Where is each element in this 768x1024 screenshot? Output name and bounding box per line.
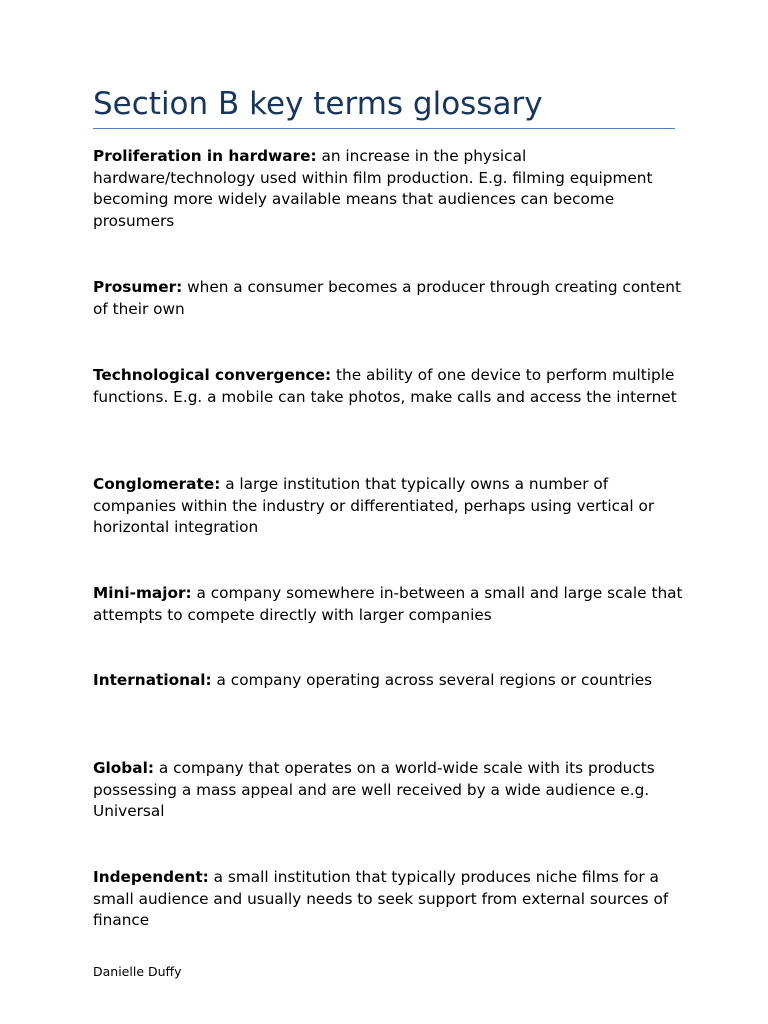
glossary-term: Proliferation in hardware: <box>93 147 317 165</box>
glossary-definition: an increase in the physical hardware/technology used within film production. E.g. filming equipment becoming more widely available means that audiences can become prosumers <box>93 147 653 230</box>
glossary-term: Prosumer: <box>93 278 183 296</box>
page-footer-author: Danielle Duffy <box>93 964 182 979</box>
glossary-term: Technological convergence: <box>93 366 332 384</box>
glossary-definition: a small institution that typically produces niche films for a small audience and usually needs to seek support from external sources of finance <box>93 868 669 929</box>
glossary-definition: a large institution that typically owns a number of companies within the industry or differentiated, perhaps using vertical or horizontal integration <box>93 475 655 536</box>
glossary-entry-international <box>93 670 683 758</box>
glossary-list <box>93 146 683 955</box>
glossary-definition: when a consumer becomes a producer through creating content of their own <box>93 278 681 318</box>
glossary-definition: the ability of one device to perform multiple functions. E.g. a mobile can take photos, make calls and access the internet <box>93 366 677 406</box>
page-title: Section B key terms glossary <box>93 86 543 122</box>
glossary-entry-independent <box>93 867 683 955</box>
glossary-term: Mini-major: <box>93 584 192 602</box>
glossary-entry-technological-convergence <box>93 365 683 474</box>
glossary-term: International: <box>93 671 212 689</box>
glossary-definition: a company somewhere in-between a small and large scale that attempts to compete directly with larger companies <box>93 584 683 624</box>
glossary-entry-proliferation-in-hardware <box>93 146 683 277</box>
glossary-entry-prosumer <box>93 277 683 365</box>
title-divider <box>93 128 675 129</box>
glossary-term: Conglomerate: <box>93 475 221 493</box>
glossary-term: Global: <box>93 759 154 777</box>
glossary-definition: a company that operates on a world-wide scale with its products possessing a mass appeal and are well received by a wide audience e.g. Universal <box>93 759 655 820</box>
glossary-entry-mini-major <box>93 583 683 670</box>
glossary-entry-conglomerate <box>93 474 683 583</box>
glossary-entry-global <box>93 758 683 867</box>
glossary-definition: a company operating across several regions or countries <box>216 671 653 689</box>
glossary-term: Independent: <box>93 868 209 886</box>
